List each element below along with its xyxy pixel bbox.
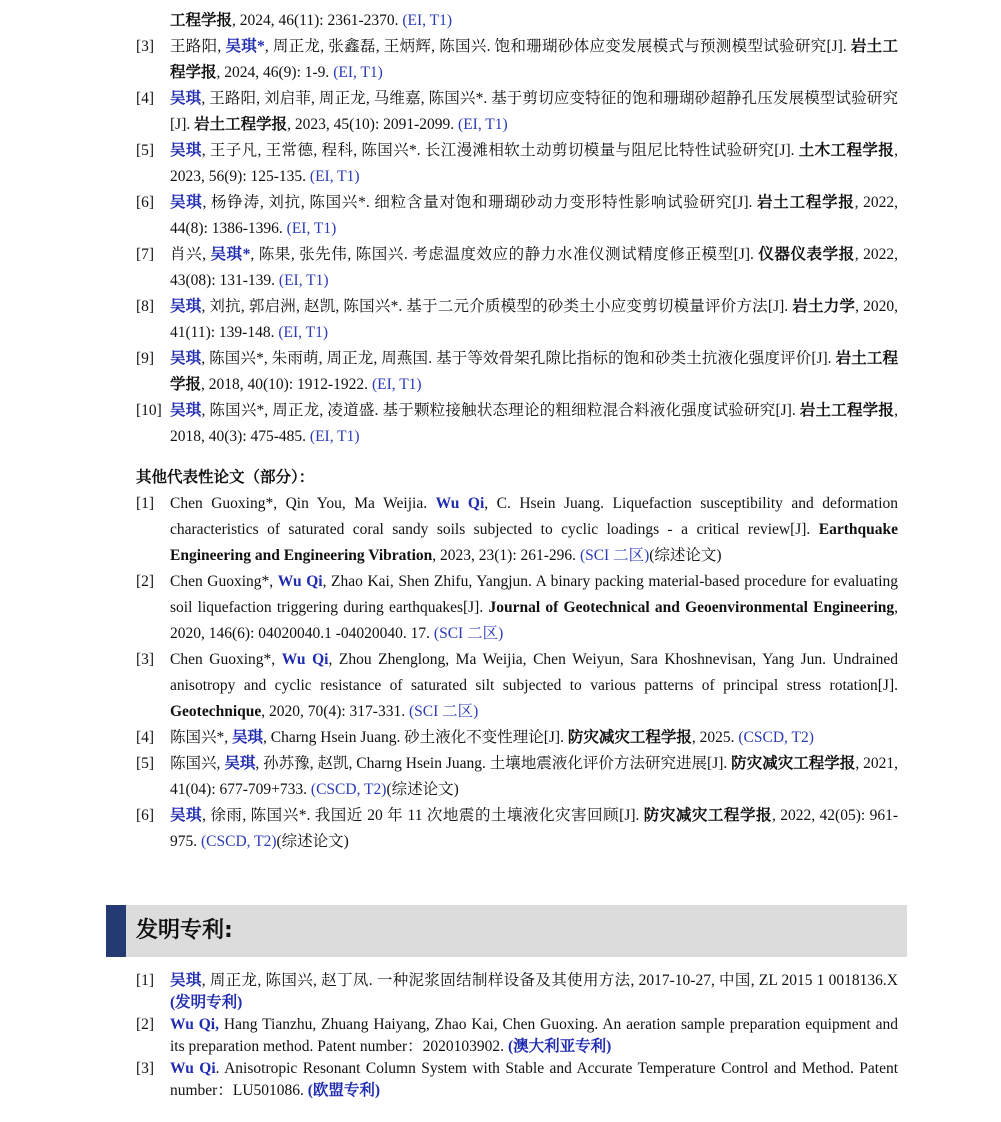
- item-title: , Zhao Kai, Shen Zhifu, Yangjun. A binary packing material-based procedure for evaluating soil liquefaction triggering during earthquakes[J].: [170, 573, 899, 616]
- item-number: [136, 8, 170, 34]
- item-volume: , 2023, 45(10): 2091-2099.: [287, 116, 459, 133]
- item-volume: , 2024, 46(9): 1-9.: [216, 64, 334, 81]
- item-number: [5]: [136, 755, 155, 772]
- item-number: [6]: [136, 807, 155, 824]
- item-index-tag: (EI, T1): [309, 428, 360, 445]
- item-journal: 工程学报: [170, 12, 233, 29]
- item-journal: 防灾减灾工程学报: [643, 807, 772, 824]
- item-journal: 岩土力学: [792, 298, 856, 315]
- item-title: , 陈国兴*, 朱雨萌, 周正龙, 周燕国. 基于等效骨架孔隙比指标的饱和砂类土抗液化强度评价[J].: [201, 350, 836, 367]
- item-title: , 陈国兴*, 周正龙, 凌道盛. 基于颗粒接触状态理论的粗细粒混合料液化强度试验研究[J].: [201, 402, 800, 419]
- item-volume: , 2023, 56(9): 125-135.: [170, 142, 898, 185]
- item-title: , 王子凡, 王常德, 程科, 陈国兴*. 长江漫滩相软土动剪切模量与阻尼比特性试验研究[J].: [201, 142, 799, 159]
- patent-item: [136, 1058, 898, 1102]
- item-journal: Earthquake Engineering and Engineering Vibration: [170, 521, 898, 564]
- item-number: [6]: [136, 194, 155, 211]
- other-paper-item: [136, 803, 898, 855]
- item-index-tag: (CSCD, T2): [201, 833, 277, 850]
- item-authors-pre: 陈国兴*,: [170, 729, 233, 746]
- item-highlight-author: 吴琪: [170, 90, 202, 107]
- item-title: , 徐雨, 陈国兴*. 我国近 20 年 11 次地震的土壤液化灾害回顾[J].: [202, 807, 644, 824]
- item-journal: 防灾减灾工程学报: [567, 729, 692, 746]
- item-journal: Journal of Geotechnical and Geoenvironmental Engineering: [488, 599, 895, 616]
- item-title: , 孙苏豫, 赵凯, Charng Hsein Juang. 土壤地震液化评价方法研究进展[J].: [255, 755, 732, 772]
- other-paper-list: [136, 491, 898, 855]
- item-journal: 防灾减灾工程学报: [731, 755, 856, 772]
- item-highlight-author: 吴琪*: [210, 246, 251, 263]
- section-subheading: 其他代表性论文（部分）：: [136, 468, 315, 486]
- item-title: , 王路阳, 刘启菲, 周正龙, 马维嘉, 陈国兴*. 基于剪切应变特征的饱和珊瑚砂超静孔压发展模型试验研究[J].: [170, 90, 898, 133]
- item-number: [3]: [136, 38, 155, 55]
- item-authors-pre: 陈国兴,: [170, 755, 225, 772]
- item-index-tag: (EI, T1): [278, 324, 328, 341]
- item-volume: , 2020, 41(11): 139-148.: [170, 298, 898, 341]
- item-number: [4]: [136, 729, 155, 746]
- item-index-tag: (EI, T1): [402, 12, 453, 29]
- item-title: , Zhou Zhenglong, Ma Weijia, Chen Weiyun, Sara Khoshnevisan, Yang Jun. Undrained anisotropy and cyclic resistance of saturated silt subjected to various patterns of principal stress rotation[J].: [170, 651, 899, 694]
- item-highlight-author: 吴琪: [170, 298, 202, 315]
- cn-paper-item: [136, 294, 898, 346]
- other-paper-item: [136, 725, 898, 751]
- item-title: Hang Tianzhu, Zhuang Haiyang, Zhao Kai, Chen Guoxing. An aeration sample preparation equipment and its preparation method. Patent number：2020103902.: [170, 1016, 899, 1055]
- item-note: (综述论文): [649, 547, 722, 564]
- item-number: [1]: [136, 495, 155, 512]
- item-patent-tag: (欧盟专利): [307, 1082, 381, 1099]
- item-highlight-author: 吴琪: [170, 402, 202, 419]
- item-number: [1]: [136, 972, 155, 989]
- item-number: [9]: [136, 350, 155, 367]
- item-title: , 刘抗, 郭启洲, 赵凯, 陈国兴*. 基于二元介质模型的砂类土小应变剪切模量评价方法[J].: [201, 298, 793, 315]
- item-authors-pre: Chen Guoxing*, Qin You, Ma Weijia.: [170, 495, 436, 512]
- item-index-tag: (EI, T1): [458, 116, 508, 133]
- cn-paper-item: [136, 86, 898, 138]
- item-volume: , 2020, 70(4): 317-331.: [261, 703, 409, 720]
- item-volume: , 2018, 40(3): 475-485.: [170, 402, 898, 445]
- item-number: [3]: [136, 1060, 155, 1077]
- item-highlight-author: Wu Qi: [435, 495, 485, 512]
- item-index-tag: (EI, T1): [286, 220, 337, 237]
- item-title: , 杨铮涛, 刘抗, 陈国兴*. 细粒含量对饱和珊瑚砂动力变形特性影响试验研究[J].: [202, 194, 758, 211]
- item-index-tag: (EI, T1): [309, 168, 360, 185]
- item-journal: 土木工程学报: [798, 142, 895, 159]
- item-volume: , 2022, 42(05): 961-975.: [170, 807, 898, 850]
- item-highlight-author: 吴琪: [232, 729, 264, 746]
- item-number: [2]: [136, 573, 155, 590]
- patent-item: [136, 1014, 898, 1058]
- item-title: , 周正龙, 陈国兴, 赵丁凤. 一种泥浆固结制样设备及其使用方法, 2017-10-27, 中国, ZL 2015 1 0018136.X: [201, 972, 898, 989]
- item-journal: 岩土工程学报: [757, 194, 855, 211]
- item-number: [4]: [136, 90, 155, 107]
- item-authors-pre: Chen Guoxing*,: [170, 573, 278, 590]
- item-patent-tag: (发明专利): [170, 994, 243, 1011]
- cn-paper-item: [136, 138, 898, 190]
- cn-paper-item: [136, 346, 898, 398]
- item-highlight-author: 吴琪: [170, 194, 203, 211]
- item-volume: , 2022, 43(08): 131-139.: [170, 246, 898, 289]
- item-volume: , 2024, 46(11): 2361-2370.: [232, 12, 403, 29]
- item-highlight-author: Wu Qi: [281, 651, 329, 668]
- item-highlight-author: 吴琪: [170, 350, 202, 367]
- item-authors-pre: Chen Guoxing*,: [170, 651, 282, 668]
- item-volume: , 2025.: [691, 729, 739, 746]
- cn-paper-item: [136, 398, 898, 450]
- item-highlight-author: Wu Qi,: [170, 1016, 219, 1033]
- item-title: , 陈果, 张先伟, 陈国兴. 考虑温度效应的静力水准仪测试精度修正模型[J].: [250, 246, 759, 263]
- item-index-tag: (SCI 二区): [579, 547, 650, 564]
- item-number: [7]: [136, 246, 155, 263]
- item-title: , Charng Hsein Juang. 砂土液化不变性理论[J].: [263, 729, 568, 746]
- item-index-tag: (SCI 二区): [433, 625, 504, 642]
- cn-paper-item: [136, 34, 898, 86]
- item-highlight-author: Wu Qi: [170, 1060, 216, 1077]
- item-volume: , 2023, 23(1): 261-296.: [432, 547, 580, 564]
- patent-item: [136, 970, 898, 1014]
- item-journal: 岩土工程学报: [170, 350, 898, 393]
- item-highlight-author: 吴琪: [170, 972, 202, 989]
- item-volume: , 2020, 146(6): 04020040.1 -04020040. 17.: [170, 599, 899, 642]
- item-note: (综述论文): [386, 781, 459, 798]
- patent-list: [136, 970, 898, 1102]
- item-index-tag: (CSCD, T2): [310, 781, 387, 798]
- item-highlight-author: 吴琪: [170, 807, 203, 824]
- cn-paper-item: [136, 190, 898, 242]
- patents-section-banner: [106, 905, 907, 957]
- item-volume: , 2018, 40(10): 1912-1922.: [201, 376, 372, 393]
- item-authors-pre: 肖兴,: [170, 246, 211, 263]
- item-volume: , 2021, 41(04): 677-709+733.: [170, 755, 898, 798]
- item-authors-pre: 王路阳,: [170, 38, 226, 55]
- section-heading: 发明专利:: [136, 918, 233, 943]
- item-title: , C. Hsein Juang. Liquefaction susceptibility and deformation characteristics of saturated coral sandy soils subjected to cyclic loadings - a critical review[J].: [170, 495, 899, 538]
- item-highlight-author: Wu Qi: [277, 573, 323, 590]
- item-patent-tag: (澳大利亚专利): [507, 1038, 612, 1055]
- cn-paper-item: [136, 242, 898, 294]
- item-index-tag: (SCI 二区): [408, 703, 479, 720]
- item-index-tag: (EI, T1): [278, 272, 329, 289]
- item-number: [8]: [136, 298, 155, 315]
- item-volume: , 2022, 44(8): 1386-1396.: [170, 194, 898, 237]
- item-highlight-author: 吴琪: [224, 755, 256, 772]
- item-journal: 岩土工程学报: [170, 38, 898, 81]
- banner-accent-bar: [106, 905, 126, 957]
- item-highlight-author: 吴琪: [170, 142, 202, 159]
- other-paper-item: [136, 569, 898, 647]
- other-paper-item: [136, 751, 898, 803]
- item-index-tag: (EI, T1): [371, 376, 422, 393]
- item-number: [2]: [136, 1016, 155, 1033]
- item-journal: 岩土工程学报: [194, 116, 288, 133]
- item-journal: 岩土工程学报: [799, 402, 895, 419]
- other-paper-item: [136, 491, 898, 569]
- other-paper-item: [136, 647, 898, 725]
- item-number: [3]: [136, 651, 155, 668]
- item-highlight-author: 吴琪*: [225, 38, 265, 55]
- item-index-tag: (CSCD, T2): [738, 729, 814, 746]
- cn-paper-list: [136, 8, 898, 450]
- item-journal: 仪器仪表学报: [758, 246, 855, 263]
- item-number: [5]: [136, 142, 155, 159]
- item-number: [10]: [136, 402, 162, 419]
- item-journal: Geotechnique: [170, 703, 262, 720]
- item-title: . Anisotropic Resonant Column System with Stable and Accurate Temperature Control and Method. Patent number：LU501086.: [170, 1060, 899, 1099]
- item-index-tag: (EI, T1): [333, 64, 383, 81]
- cn-paper-item: [136, 8, 898, 34]
- item-title: , 周正龙, 张鑫磊, 王炳辉, 陈国兴. 饱和珊瑚砂体应变发展模式与预测模型试验研究[J].: [264, 38, 851, 55]
- item-note: (综述论文): [276, 833, 349, 850]
